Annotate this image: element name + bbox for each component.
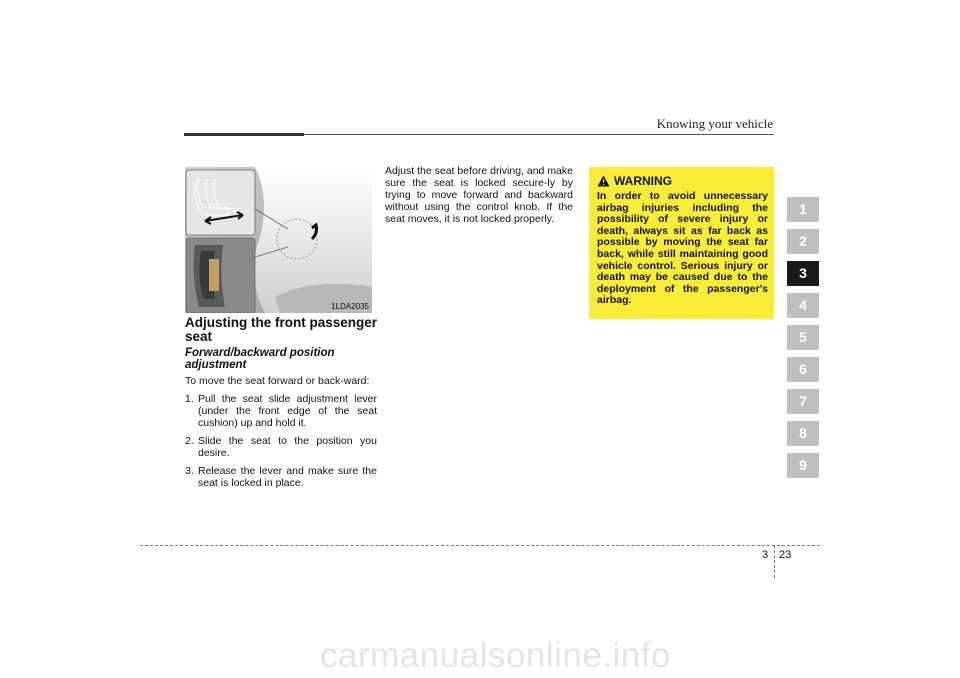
seat-illustration (185, 167, 372, 313)
footer-divider (774, 545, 775, 578)
step-number: 2. (185, 435, 194, 447)
figure-code: 1LDA2035 (331, 302, 369, 311)
chapter-tab-7[interactable]: 7 (787, 389, 819, 414)
chapter-tab-4[interactable]: 4 (787, 293, 819, 318)
warning-text: In order to avoid unnecessary airbag injuries including the possibility of severe injury or death, always sit as far back as possible by moving the seat far back, while still maintaining good vehicle control. Serious injury or death may be caused due to the deployment of the passenger's airbag. (597, 190, 768, 307)
section-intro: To move the seat forward or back-ward: (185, 375, 370, 387)
step-item (185, 465, 377, 489)
chapter-tab-8[interactable]: 8 (787, 421, 819, 446)
step-text: Slide the seat to the position you desire. (198, 435, 377, 459)
middle-column (385, 165, 573, 225)
section-subtitle: Forward/backward position adjustment (185, 347, 335, 371)
footer-rule (140, 545, 820, 546)
footer-page-number: 23 (779, 549, 792, 561)
left-column (185, 316, 377, 495)
chapter-tab-1[interactable]: 1 (787, 197, 819, 222)
warning-triangle-icon (597, 175, 610, 187)
chapter-tab-5[interactable]: 5 (787, 325, 819, 350)
chapter-tab-6[interactable]: 6 (787, 357, 819, 382)
chapter-tab-9[interactable]: 9 (787, 453, 819, 478)
watermark: carmanualsonline.info (320, 636, 671, 675)
section-title: Adjusting the front passenger seat (185, 315, 378, 344)
middle-paragraph: Adjust the seat before driving, and make sure the seat is locked secure-ly by trying to move forward and backward without using the control knob. If the seat moves, it is not locked properly. (385, 165, 573, 225)
step-number: 3. (185, 465, 194, 477)
footer-chapter-number: 3 (762, 549, 769, 561)
chapter-tab-2[interactable]: 2 (787, 229, 819, 254)
step-number: 1. (185, 393, 194, 405)
warning-header (597, 174, 768, 188)
step-item (185, 435, 377, 459)
header-rule-accent (184, 133, 304, 136)
header-title: Knowing your vehicle (656, 116, 773, 131)
step-item (185, 393, 377, 429)
warning-box (589, 167, 774, 319)
warning-title: WARNING (614, 174, 672, 188)
seat-adjustment-figure (185, 167, 372, 313)
step-text: Release the lever and make sure the seat is locked in place. (198, 465, 377, 489)
chapter-tab-3[interactable]: 3 (787, 261, 819, 286)
step-text: Pull the seat slide adjustment lever (under the front edge of the seat cushion) up and hold it. (198, 393, 377, 429)
